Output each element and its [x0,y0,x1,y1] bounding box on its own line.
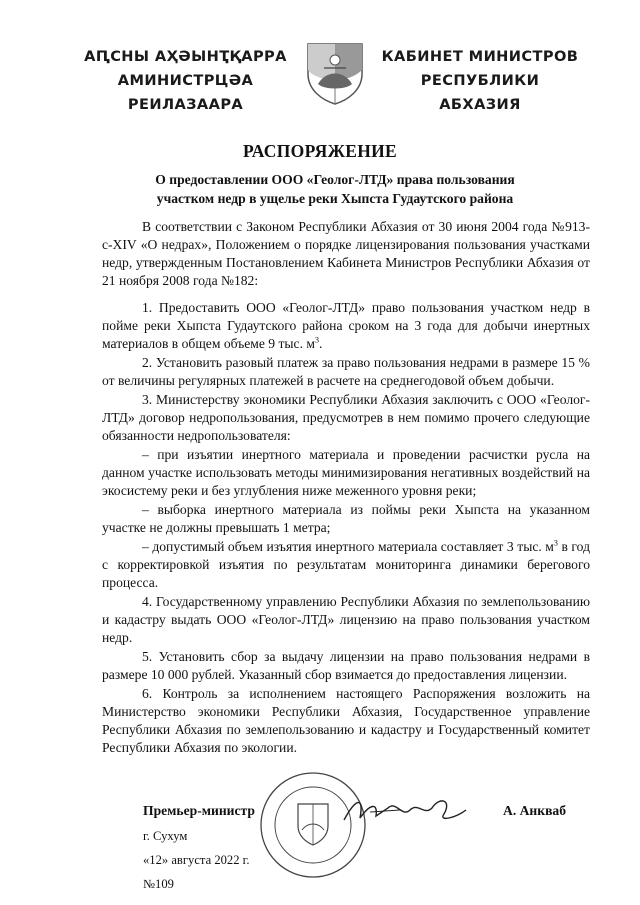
footer-city: г. Сухум [143,829,188,843]
signature-name: А. Анкваб [503,803,567,818]
header-left-line2: АМИНИСТРЦӘА РЕИЛАЗААРА [117,72,254,113]
item-3-b: – выборка инертного материала из поймы реки Хыпста на указанном участке не должны превышать 1 метра; [102,502,590,535]
header-right-line1: КАБИНЕТ МИНИСТРОВ [381,48,579,65]
item-1-sup: 3 [315,335,319,345]
preamble: В соответствии с Законом Республики Абхазия от 30 июня 2004 года №913-с-XIV «О недрах», Положением о порядке лицензирования пользования участками недр, утвержденным Постановлением Кабинета Министров Республики Абхазия от 21 ноября 2008 года №182: [102,219,590,288]
subtitle-line2: участком недр в ущелье реки Хыпста Гудаутского района [156,191,514,206]
document-subtitle [120,170,550,208]
signature-role: Премьер-министр [143,803,255,818]
item-3-c-end: в год с корректировкой изъятия по результатам мониторинга динамики берегового процесса. [102,539,590,590]
item-5: 5. Установить сбор за выдачу лицензии на право пользования недрами в размере 10 000 рублей. Указанный сбор взимается до предоставления лицензии. [102,649,590,682]
item-3: 3. Министерству экономики Республики Абхазия заключить с ООО «Геолог-ЛТД» договор недропользования, предусмотрев в нем помимо прочего следующие обязанности недропользователя: [102,392,590,443]
header-left [78,45,293,117]
item-4: 4. Государственному управлению Республики Абхазия по землепользованию и кадастру выдать ООО «Геолог-ЛТД» лицензию на право пользования участком недр. [102,594,590,645]
footer-date: «12» августа 2022 г. [143,853,250,867]
signature-mark [340,790,470,830]
header-right-line2: РЕСПУБЛИКИ АБХАЗИЯ [420,72,540,113]
item-3-c [102,538,590,592]
item-3-a: – при изъятии инертного материала и проведении расчистки русла на данном участке использовать методы минимизирования негативных воздействий на экосистему реки и без углубления ниже меженного уровня реки; [102,447,590,498]
item-3-c-start: – допустимый объем изъятия инертного материала составляет 3 тыс. м [142,539,554,554]
coat-of-arms-icon [302,40,368,106]
document-body [102,218,590,758]
header-left-line1: АԤСНЫ АҲӘЫНҬҚАРРА [84,48,287,65]
subtitle-line1: О предоставлении ООО «Геолог-ЛТД» права пользования [155,172,515,187]
header-right [380,45,580,117]
item-1-end: . [319,336,323,351]
footer-number: №109 [143,877,174,891]
item-1-text: 1. Предоставить ООО «Геолог-ЛТД» право пользования участком недр в пойме реки Хыпста Гудаутского района сроком на 3 года для добычи инертных материалов в общем объеме 9 тыс. м [102,300,590,351]
document-title: РАСПОРЯЖЕНИЕ [242,141,397,161]
item-2: 2. Установить разовый платеж за право пользования недрами в размере 15 % от величины регулярных платежей в расчете на среднегодовой объем добычи. [102,355,590,388]
item-6: 6. Контроль за исполнением настоящего Распоряжения возложить на Министерство экономики Республики Абхазия, Государственное управление Республики Абхазия по землепользованию и кадастру и Государственный комитет Республики Абхазия по экологии. [102,686,590,755]
item-1 [102,299,590,353]
item-3-c-sup: 3 [553,538,558,548]
